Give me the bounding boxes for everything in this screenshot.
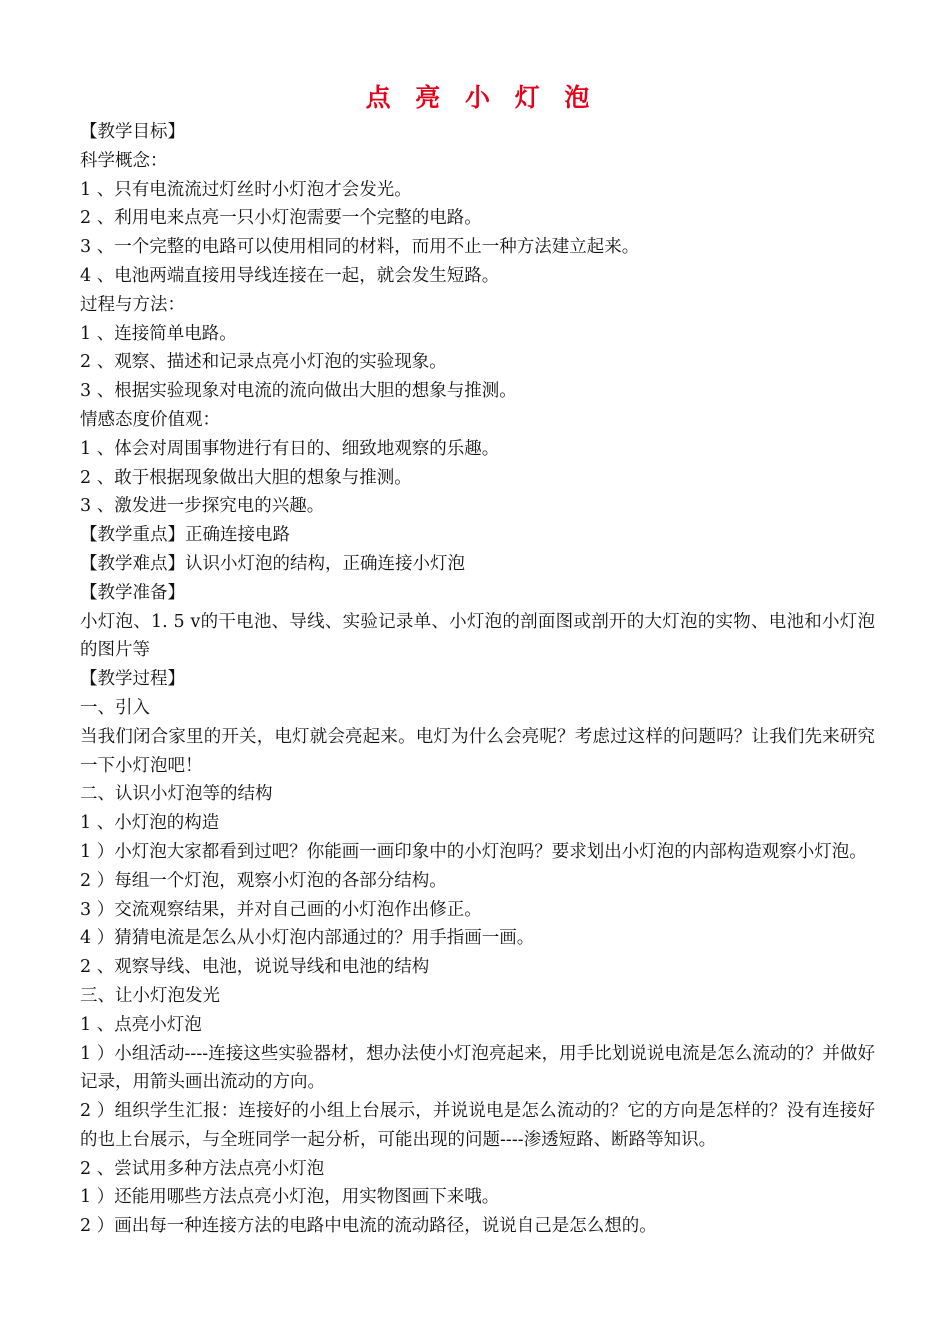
light-step-3: 1 ）还能用哪些方法点亮小灯泡，用实物图画下来哦。 bbox=[80, 1187, 500, 1208]
structure-step-3: 3 ）交流观察结果，并对自己画的小灯泡作出修正。 bbox=[80, 899, 482, 920]
preparation-materials: 小灯泡、1. 5 v的干电池、导线、实验记录单、小灯泡的剖面图或剖开的大灯泡的实物、电池和小灯泡的图片等 bbox=[80, 611, 875, 661]
light-item-2: 2 、尝试用多种方法点亮小灯泡 bbox=[80, 1158, 325, 1179]
teaching-difficulty: 【教学难点】认识小灯泡的结构，正确连接小灯泡 bbox=[80, 553, 465, 574]
concept-item-4: 4 、电池两端直接用导线连接在一起，就会发生短路。 bbox=[80, 265, 500, 286]
section-structure: 二、认识小灯泡等的结构 bbox=[80, 784, 273, 805]
method-item-3: 3 、根据实验现象对电流的流向做出大胆的想象与推测。 bbox=[80, 381, 517, 402]
subheading-process-methods: 过程与方法： bbox=[80, 294, 185, 315]
structure-step-1: 1 ）小灯泡大家都看到过吧？你能画一画印象中的小灯泡吗？要求划出小灯泡的内部构造观察小灯泡。 bbox=[80, 841, 867, 862]
method-item-1: 1 、连接简单电路。 bbox=[80, 323, 237, 344]
concept-item-1: 1 、只有电流流过灯丝时小灯泡才会发光。 bbox=[80, 179, 412, 200]
concept-item-3: 3 、一个完整的电路可以使用相同的材料，而用不止一种方法建立起来。 bbox=[80, 237, 640, 258]
section-introduction: 一、引入 bbox=[80, 697, 150, 718]
heading-teaching-process: 【教学过程】 bbox=[80, 669, 185, 690]
structure-step-4: 4 ）猜猜电流是怎么从小灯泡内部通过的？用手指画一画。 bbox=[80, 928, 535, 949]
structure-item-2: 2 、观察导线、电池，说说导线和电池的结构 bbox=[80, 957, 430, 978]
light-step-2: 2 ）组织学生汇报：连接好的小组上台展示，并说说电是怎么流动的？它的方向是怎样的？没有连接好的也上台展示，与全班同学一起分析，可能出现的问题----渗透短路、断路等知识。 bbox=[80, 1101, 875, 1150]
document-title: 点 亮 小 灯 泡 bbox=[365, 83, 598, 112]
heading-teaching-preparation: 【教学准备】 bbox=[80, 582, 185, 603]
document-page bbox=[80, 78, 875, 1241]
light-step-1: 1 ）小组活动----连接这些实验器材，想办法使小灯泡亮起来，用手比划说说电流是怎么流动的？并做好记录，用箭头画出流动的方向。 bbox=[80, 1043, 875, 1093]
section-light-bulb: 三、让小灯泡发光 bbox=[80, 985, 220, 1006]
light-item-1: 1 、点亮小灯泡 bbox=[80, 1014, 202, 1035]
attitude-item-3: 3 、激发进一步探究电的兴趣。 bbox=[80, 496, 325, 517]
introduction-paragraph: 当我们闭合家里的开关，电灯就会亮起来。电灯为什么会亮呢？考虑过这样的问题吗？让我们先来研究一下小灯泡吧！ bbox=[80, 726, 875, 776]
structure-item-1: 1 、小灯泡的构造 bbox=[80, 813, 220, 834]
light-step-4: 2 ）画出每一种连接方法的电路中电流的流动路径，说说自己是怎么想的。 bbox=[80, 1216, 657, 1237]
subheading-science-concepts: 科学概念： bbox=[80, 150, 168, 171]
heading-teaching-goals: 【教学目标】 bbox=[80, 122, 185, 142]
concept-item-2: 2 、利用电来点亮一只小灯泡需要一个完整的电路。 bbox=[80, 208, 482, 229]
subheading-attitudes: 情感态度价值观： bbox=[80, 409, 220, 430]
method-item-2: 2 、观察、描述和记录点亮小灯泡的实验现象。 bbox=[80, 352, 447, 373]
attitude-item-1: 1 、体会对周围事物进行有日的、细致地观察的乐趣。 bbox=[80, 438, 500, 459]
structure-step-2: 2 ）每组一个灯泡，观察小灯泡的各部分结构。 bbox=[80, 870, 447, 891]
attitude-item-2: 2 、敢于根据现象做出大胆的想象与推测。 bbox=[80, 467, 412, 488]
teaching-focus: 【教学重点】正确连接电路 bbox=[80, 525, 290, 546]
